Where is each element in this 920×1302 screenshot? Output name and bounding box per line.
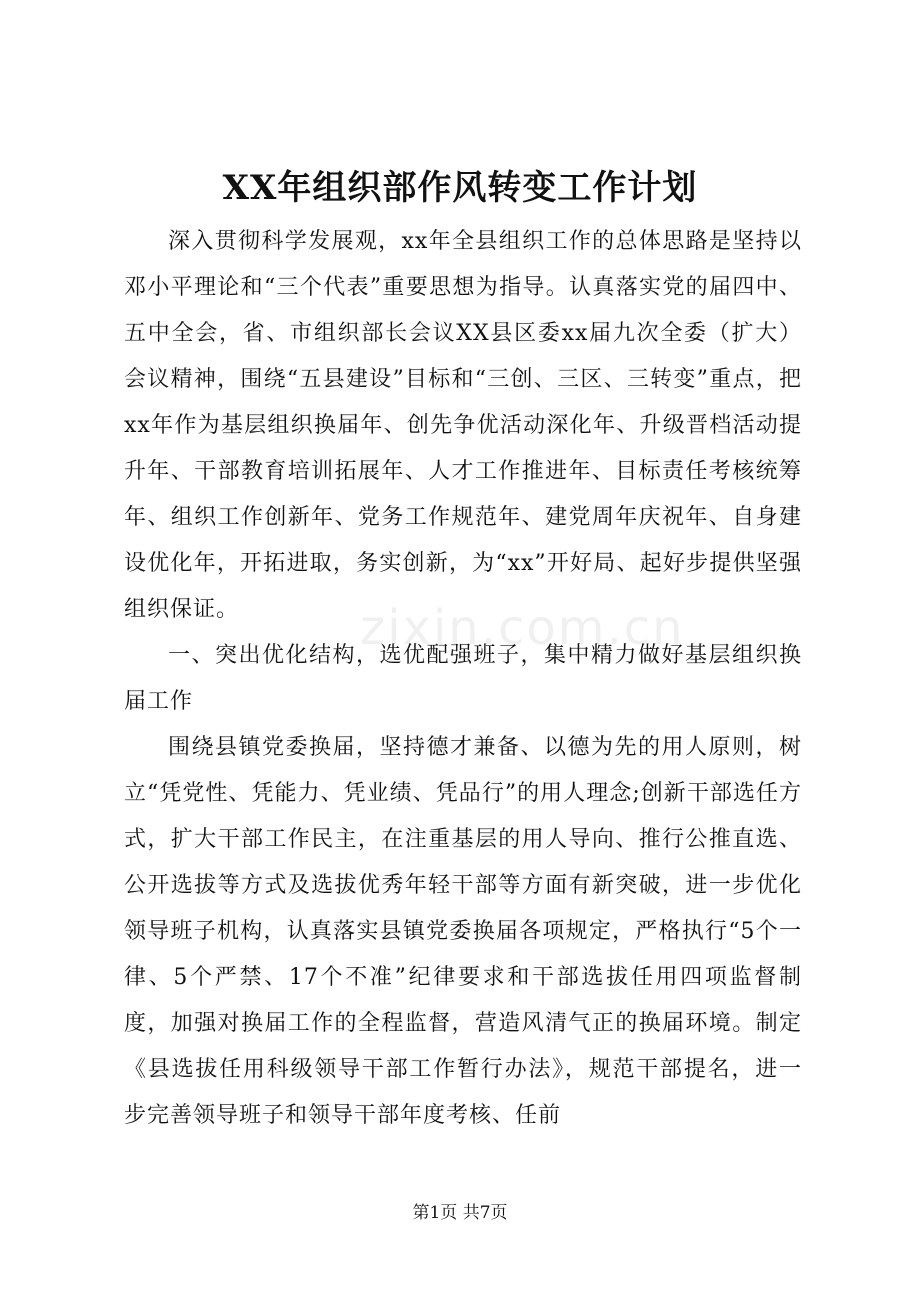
section-heading-1: 一、突出优化结构，选优配强班子，集中精力做好基层组织换届工作 bbox=[124, 643, 802, 714]
paragraph-section-1: 围绕县镇党委换届，坚持德才兼备、以德为先的用人原则，树立“凭党性、凭能力、凭业绩、凭品行”的用人理念;创新干部选任方式，扩大干部工作民主，在注重基层的用人导向、推行公推直选、公开选拔等方式及选拔优秀年轻干部等方面有新突破，进一步优化领导班子机构，认真落实县镇党委换届各项规定，严格执行“5个一律、5个严禁、17个不准”纪律要求和干部选拔任用四项监督制度，加强对换届工作的全程监督，营造风清气正的换届环境。制定《县选拔任用科级领导干部工作暂行办法》，规范干部提名，进一步完善领导班子和领导干部年度考核、任前 bbox=[124, 735, 802, 1128]
document-title: XX年组织部作风转变工作计划 bbox=[222, 168, 698, 208]
document-body bbox=[124, 219, 802, 1139]
page-footer: 第1页 共7页 bbox=[412, 1203, 508, 1223]
watermark: zixin.com.cn bbox=[360, 600, 685, 656]
paragraph-intro: 深入贯彻科学发展观，xx年全县组织工作的总体思路是坚持以邓小平理论和“三个代表”重要思想为指导。认真落实党的届四中、五中全会，省、市组织部长会议XX县区委xx届九次全委（扩大）会议精神，围绕“五县建设”目标和“三创、三区、三转变”重点，把xx年作为基层组织换届年、创先争优活动深化年、升级晋档活动提升年、干部教育培训拓展年、人才工作推进年、目标责任考核统筹年、组织工作创新年、党务工作规范年、建党周年庆祝年、自身建设优化年，开拓进取，务实创新，为“xx”开好局、起好步提供坚强组织保证。 bbox=[124, 229, 803, 622]
